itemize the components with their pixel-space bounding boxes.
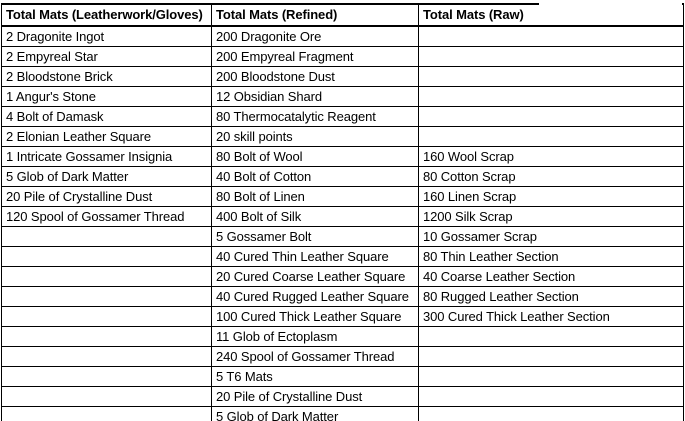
table-cell[interactable]: 12 Obsidian Shard — [212, 87, 419, 107]
table-cell[interactable] — [2, 327, 212, 347]
table-row — [2, 387, 684, 407]
table-cell[interactable] — [2, 287, 212, 307]
table-cell[interactable]: 20 Cured Coarse Leather Square — [212, 267, 419, 287]
table-cell[interactable]: 10 Gossamer Scrap — [419, 227, 684, 247]
table-cell[interactable]: 5 Glob of Dark Matter — [212, 407, 419, 421]
table-row — [2, 267, 684, 287]
table-row — [2, 26, 684, 47]
table-row — [2, 367, 684, 387]
table-cell[interactable]: 5 T6 Mats — [212, 367, 419, 387]
table-cell[interactable]: 120 Spool of Gossamer Thread — [2, 207, 212, 227]
table-cell[interactable] — [419, 26, 684, 47]
table-row — [2, 227, 684, 247]
table-cell[interactable]: 80 Bolt of Wool — [212, 147, 419, 167]
table-cell[interactable] — [419, 107, 684, 127]
table-cell[interactable] — [2, 347, 212, 367]
table-cell[interactable] — [2, 247, 212, 267]
table-cell[interactable] — [2, 267, 212, 287]
table-row — [2, 187, 684, 207]
table-cell[interactable]: 200 Empyreal Fragment — [212, 47, 419, 67]
table-cell[interactable] — [419, 407, 684, 421]
table-cell[interactable]: 1200 Silk Scrap — [419, 207, 684, 227]
table-row — [2, 87, 684, 107]
table-cell[interactable]: 100 Cured Thick Leather Square — [212, 307, 419, 327]
table-cell[interactable]: 20 Pile of Crystalline Dust — [212, 387, 419, 407]
table-cell[interactable]: 4 Bolt of Damask — [2, 107, 212, 127]
table-cell[interactable]: 200 Bloodstone Dust — [212, 67, 419, 87]
table-row — [2, 47, 684, 67]
table-cell[interactable]: 40 Bolt of Cotton — [212, 167, 419, 187]
table-row — [2, 347, 684, 367]
table-cell[interactable]: 2 Bloodstone Brick — [2, 67, 212, 87]
table-row — [2, 327, 684, 347]
table-cell[interactable] — [2, 307, 212, 327]
table-cell[interactable] — [419, 87, 684, 107]
table-body — [2, 26, 684, 421]
table-cell[interactable]: 40 Cured Rugged Leather Square — [212, 287, 419, 307]
table-cell[interactable] — [419, 67, 684, 87]
header-row — [2, 4, 684, 26]
table-cell[interactable] — [2, 407, 212, 421]
table-cell[interactable]: 20 skill points — [212, 127, 419, 147]
table-cell[interactable] — [419, 367, 684, 387]
table-cell[interactable]: 20 Pile of Crystalline Dust — [2, 187, 212, 207]
table-row — [2, 207, 684, 227]
table-cell[interactable]: 2 Elonian Leather Square — [2, 127, 212, 147]
table-cell[interactable] — [419, 347, 684, 367]
table-cell[interactable] — [419, 387, 684, 407]
column-header-refined[interactable]: Total Mats (Refined) — [212, 4, 419, 26]
table-cell[interactable]: 400 Bolt of Silk — [212, 207, 419, 227]
table-cell[interactable]: 80 Cotton Scrap — [419, 167, 684, 187]
table-cell[interactable]: 80 Thin Leather Section — [419, 247, 684, 267]
table-cell[interactable]: 300 Cured Thick Leather Section — [419, 307, 684, 327]
table-cell[interactable]: 1 Intricate Gossamer Insignia — [2, 147, 212, 167]
table-cell[interactable]: 40 Cured Thin Leather Square — [212, 247, 419, 267]
table-cell[interactable]: 200 Dragonite Ore — [212, 26, 419, 47]
table-cell[interactable]: 2 Dragonite Ingot — [2, 26, 212, 47]
table-cell[interactable] — [419, 127, 684, 147]
table-row — [2, 147, 684, 167]
table-row — [2, 127, 684, 147]
table-row — [2, 407, 684, 421]
table-cell[interactable]: 1 Angur's Stone — [2, 87, 212, 107]
table-cell[interactable] — [419, 47, 684, 67]
table-row — [2, 247, 684, 267]
table-cell[interactable] — [419, 327, 684, 347]
table-row — [2, 67, 684, 87]
table-cell[interactable]: 160 Wool Scrap — [419, 147, 684, 167]
table-row — [2, 307, 684, 327]
table-cell[interactable]: 40 Coarse Leather Section — [419, 267, 684, 287]
column-header-raw[interactable]: Total Mats (Raw) — [419, 4, 684, 26]
table-cell[interactable]: 2 Empyreal Star — [2, 47, 212, 67]
table-top-border-gap — [539, 1, 682, 6]
table-cell[interactable] — [2, 227, 212, 247]
table-cell[interactable]: 5 Glob of Dark Matter — [2, 167, 212, 187]
table-cell[interactable]: 240 Spool of Gossamer Thread — [212, 347, 419, 367]
table-cell[interactable]: 80 Bolt of Linen — [212, 187, 419, 207]
table-cell[interactable]: 80 Thermocatalytic Reagent — [212, 107, 419, 127]
table-cell[interactable]: 80 Rugged Leather Section — [419, 287, 684, 307]
table-cell[interactable]: 11 Glob of Ectoplasm — [212, 327, 419, 347]
table-row — [2, 167, 684, 187]
table-cell[interactable]: 5 Gossamer Bolt — [212, 227, 419, 247]
table-cell[interactable]: 160 Linen Scrap — [419, 187, 684, 207]
table-cell[interactable] — [2, 387, 212, 407]
table-cell[interactable] — [2, 367, 212, 387]
column-header-leatherwork-gloves[interactable]: Total Mats (Leatherwork/Gloves) — [2, 4, 212, 26]
table-row — [2, 107, 684, 127]
table-row — [2, 287, 684, 307]
materials-table — [1, 3, 684, 421]
